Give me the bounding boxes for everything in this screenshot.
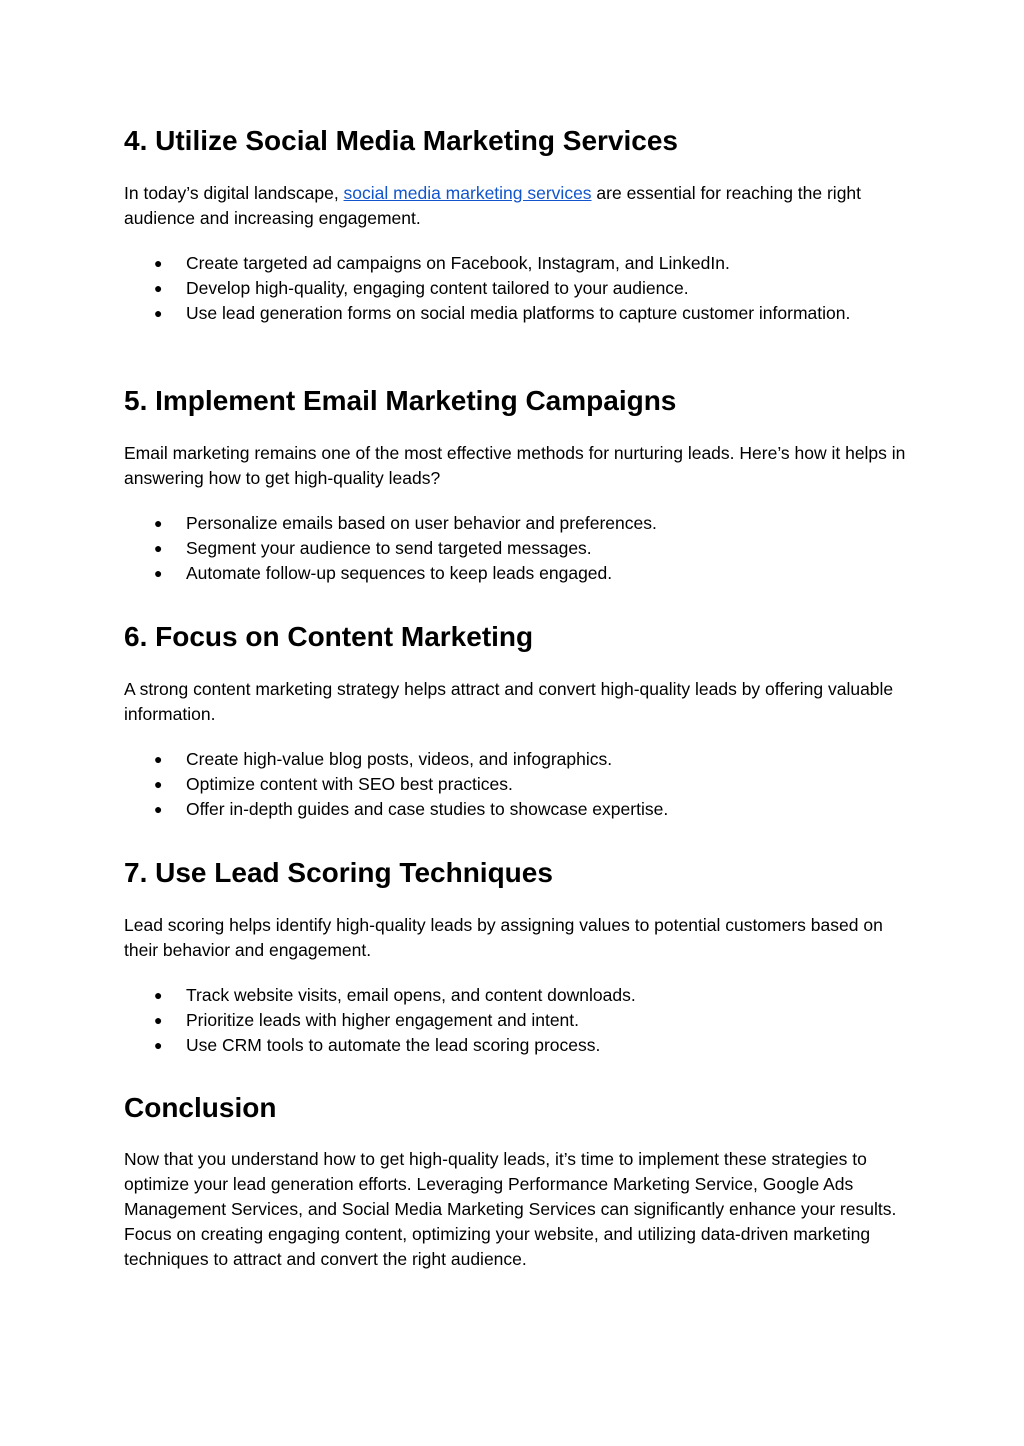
list-item-text: Track website visits, email opens, and content downloads. xyxy=(186,985,636,1005)
section-paragraph: A strong content marketing strategy helps attract and convert high-quality leads by offering valuable information. xyxy=(124,679,894,724)
list-item-text: Develop high-quality, engaging content tailored to your audience. xyxy=(186,278,689,298)
conclusion-paragraph: Now that you understand how to get high-quality leads, it’s time to implement these strategies to optimize your lead generation efforts. Leveraging Performance Marketing Service, Google Ads Management Services, and Social Media Marketing Services can significantly enhance your results. Focus on creating engaging content, optimizing your website, and utilizing data-driven marketing techniques to attract and convert the right audience. xyxy=(124,1149,897,1269)
bullet-icon: ● xyxy=(154,1037,163,1053)
bullet-list xyxy=(124,747,914,822)
list-item-text: Use lead generation forms on social media platforms to capture customer information. xyxy=(186,303,851,323)
section-content-marketing xyxy=(124,620,914,822)
section-paragraph: Email marketing remains one of the most effective methods for nurturing leads. Here’s how it helps in answering how to get high-quality leads? xyxy=(124,443,906,488)
bullet-list xyxy=(124,251,914,326)
section-paragraph: Lead scoring helps identify high-quality leads by assigning values to potential customers based on their behavior and engagement. xyxy=(124,915,883,960)
list-item-text: Offer in-depth guides and case studies to showcase expertise. xyxy=(186,799,669,819)
list-item xyxy=(124,511,914,536)
list-item-text: Use CRM tools to automate the lead scoring process. xyxy=(186,1035,601,1055)
conclusion-heading: Conclusion xyxy=(124,1092,277,1123)
bullet-icon: ● xyxy=(154,565,163,581)
bullet-icon: ● xyxy=(154,255,163,271)
section-paragraph xyxy=(124,181,914,231)
section-heading: 4. Utilize Social Media Marketing Services xyxy=(124,125,678,156)
list-item-text: Create targeted ad campaigns on Facebook, Instagram, and LinkedIn. xyxy=(186,253,730,273)
list-item-text: Segment your audience to send targeted messages. xyxy=(186,538,592,558)
bullet-icon: ● xyxy=(154,280,163,296)
list-item xyxy=(124,561,914,586)
list-item-text: Prioritize leads with higher engagement and intent. xyxy=(186,1010,580,1030)
section-heading: 5. Implement Email Marketing Campaigns xyxy=(124,385,677,416)
list-item xyxy=(124,251,914,276)
list-item xyxy=(124,747,914,772)
bullet-icon: ● xyxy=(154,305,163,321)
bullet-icon: ● xyxy=(154,1012,163,1028)
section-social-media xyxy=(124,124,914,326)
list-item-text: Automate follow-up sequences to keep leads engaged. xyxy=(186,563,613,583)
list-item-text: Personalize emails based on user behavior and preferences. xyxy=(186,513,657,533)
list-item xyxy=(124,276,914,301)
bullet-icon: ● xyxy=(154,987,163,1003)
paragraph-text: In today’s digital landscape, xyxy=(124,183,344,203)
section-heading: 6. Focus on Content Marketing xyxy=(124,621,534,652)
bullet-icon: ● xyxy=(154,751,163,767)
bullet-icon: ● xyxy=(154,540,163,556)
list-item-text: Create high-value blog posts, videos, and infographics. xyxy=(186,749,613,769)
bullet-list xyxy=(124,511,914,586)
paragraph-text: are essential for reaching the right audience and increasing engagement. xyxy=(124,183,862,228)
list-item xyxy=(124,772,914,797)
section-heading: 7. Use Lead Scoring Techniques xyxy=(124,857,553,888)
list-item xyxy=(124,536,914,561)
list-item xyxy=(124,301,914,326)
list-item xyxy=(124,797,914,822)
bullet-list xyxy=(124,983,914,1058)
list-item-text: Optimize content with SEO best practices. xyxy=(186,774,513,794)
social-media-marketing-services-link[interactable]: social media marketing services xyxy=(343,183,592,203)
list-item xyxy=(124,1033,914,1058)
list-item xyxy=(124,983,914,1008)
bullet-icon: ● xyxy=(154,776,163,792)
bullet-icon: ● xyxy=(154,515,163,531)
section-email-marketing xyxy=(124,384,914,586)
section-lead-scoring xyxy=(124,856,914,1058)
bullet-icon: ● xyxy=(154,801,163,817)
list-item xyxy=(124,1008,914,1033)
section-conclusion xyxy=(124,1091,914,1272)
